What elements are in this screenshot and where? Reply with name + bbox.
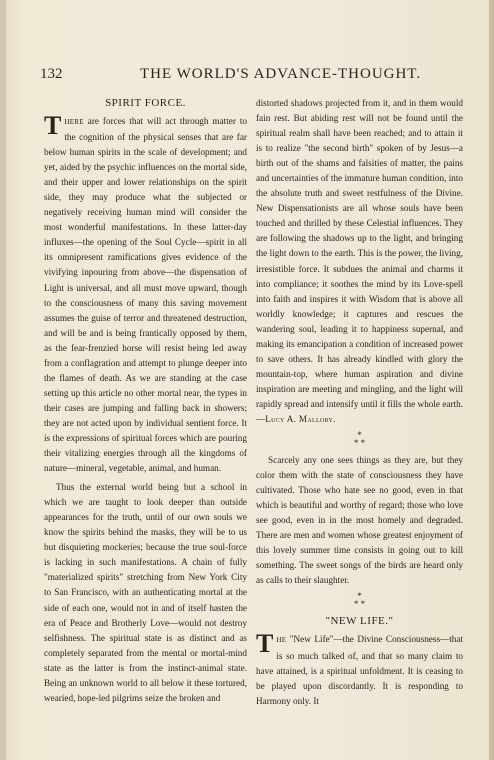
small-caps-lead: HE <box>276 636 287 645</box>
star-top: * <box>357 591 362 602</box>
section-divider-stars <box>256 431 463 447</box>
page-edge <box>489 0 494 760</box>
middle-paragraph: Scarcely any one sees things as they are, but they color them with the state of consciousness they have cultivated. Those who hate see no good, even in that which is beautiful and worthy of regard; those who love see good, even in in the most homely and degraded. There are men and women whose greatest enjoyment of this lovely summer time consists in going out to kill something. The sweet songs of the birds are heard only as calls to their slaughter. <box>256 455 463 586</box>
page-binding-shadow <box>0 0 6 760</box>
drop-cap: T <box>256 629 274 659</box>
section-divider-stars-2 <box>256 592 463 608</box>
article-title-new-life: "NEW LIFE." <box>325 615 394 628</box>
right-column <box>256 96 463 709</box>
page-number: 132 <box>40 66 63 82</box>
running-title: THE WORLD'S ADVANCE-THOUGHT. <box>140 66 422 82</box>
small-caps-lead: HERE <box>64 118 84 126</box>
page-header <box>40 66 454 86</box>
article-paragraph <box>256 629 463 708</box>
article-paragraph-continuation <box>256 96 463 427</box>
article-paragraph <box>44 111 247 476</box>
article-paragraph-continued: Thus the external world being but a school in which we are taught to look deeper than outside appearances for the truth, until of our own souls we know the spirits behind the masks, they will be to us but disquieting mockeries; because the true soul-force is lacking in such manifestations. A chain of fully "materialized spirits" stretching from New York City to San Francisco, with an authenticating mortal at the side of each one, would not in and of itself hasten the era of Peace and Brotherly Love—would not destroy selfishness. The spiritual state is as distinct and as completely separated from the mental or mortal-mind state as the latter is from the instinct-animal state. Being an unknown world to all below it these tortured, wearied, hope-led pilgrims seize the broken and <box>44 482 247 703</box>
star-bottom: * * <box>353 438 366 449</box>
paragraph-text: "New Life"—the Divine Consciousness—that is so much talked of, and that so many claim to have attained, is a spiritual unfoldment. It is ceasing to be played upon discordantly. It is responding to Harmony only. It <box>256 634 463 706</box>
drop-cap: T <box>44 111 62 140</box>
article-title-spirit-force: SPIRIT FORCE. <box>105 97 186 109</box>
left-column <box>44 96 247 706</box>
paragraph-text: are forces that will act through matter to the cognition of the physical senses that are far below human spirits in the scale of development; and yet, aided by the psychic influences on the mortal side, and their upper and lower relationships on the spirit side, they may produce what the subjected or negatively receiving human mind will consider the most wonderful manifestations. In these latter-day influxes—the opening of the Soul Cycle—spirit in all its omnipresent ramifications gives evidence of the vivifying inpouring from above—the dispensation of Light is universal, and all must move upward, though to the consciousness of many this saving movement assumes the guise of terror and threatened destruction, and will be and is being frantically opposed by them, as the fear-frenzied horse will resist being led away from a conflagration and attempt to plunge deeper into the flames of death. As we are standing at the case setting up this article no other mortal near, the types in their cases are jumping and falling back in showers; they are not acted upon by individual sentient force. It is the expressions of spiritual forces which are pouring their vitalizing energies through all the kingdoms of nature—mineral, vegetable, animal, and human. <box>44 116 247 474</box>
continued-text: distorted shadows projected from it, and in them would fain rest. But abiding rest will not be found until the spiritual realm shall have been reached; and to attain it is to realize "the second birth" spoken of by Jesus—a birth out of the shams and falsities of matter, the pains and uncertainties of the immature human condition, into the absolute truth and sweet restfulness of the Divine. New Dispensationists are all whose souls have been touched and thrilled by these Celestial influences. They are following the shadows up to the light, and bringing the light down to the earth. This is the power, the living, irresistible force. It subdues the animal and charms it into compliance; it soothes the mind by its Love-spell into faith and inspires it with Wisdom that is above all worldly knowledge; it captures and rescues the wandering soul, leading it to happiness supernal, and making its emancipation a condition of increased power to save others. It has already kindled with glory the mountain-top, where human aspiration and divine inspiration are meeting and mingling, and the light will rapidly spread and intensify until it fills the whole earth.— <box>256 98 463 424</box>
star-top: * <box>357 430 362 441</box>
author-signature: Lucy A. Mallory. <box>265 413 336 424</box>
star-bottom: * * <box>353 599 366 610</box>
